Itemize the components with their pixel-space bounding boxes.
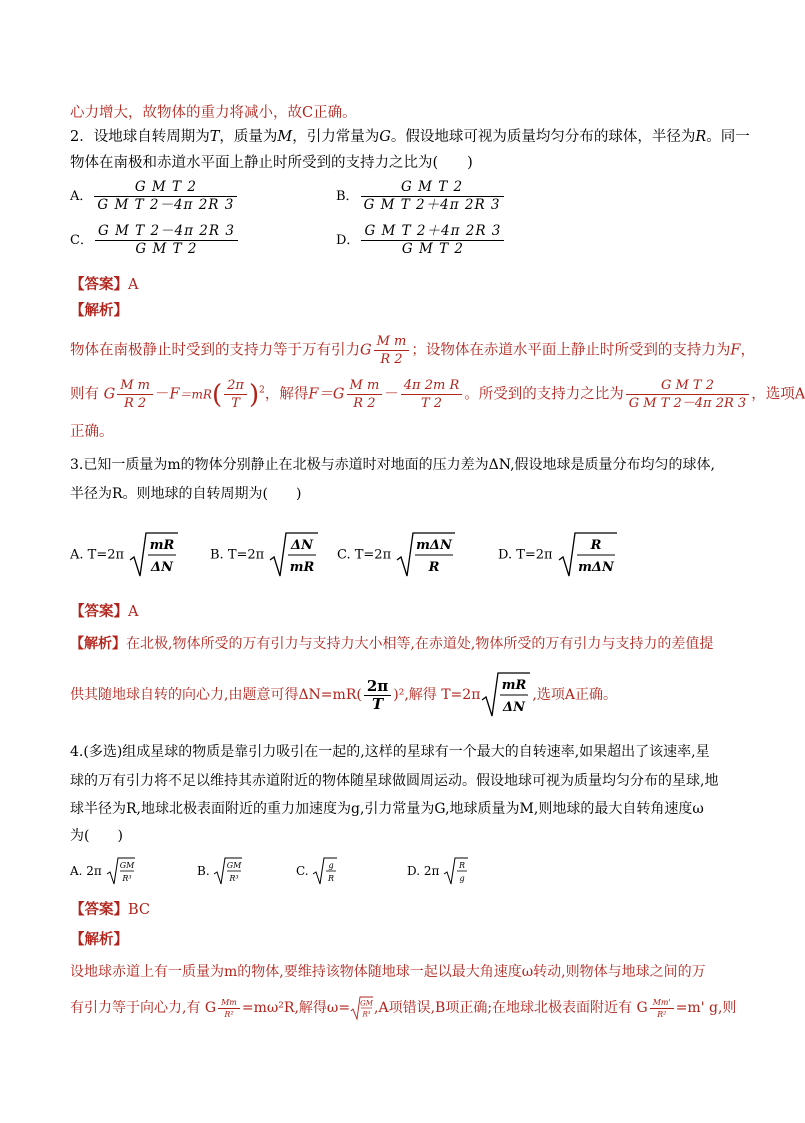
q4-stem-line-3: 球半径为R,地球北极表面附近的重力加速度为g,引力常量为G,地球质量为M,则地球的最大自转角速度ω [70,801,704,817]
q2-var-M: M [277,129,293,145]
option-label: A. T=2π [70,547,125,563]
analysis-text: 则有 [70,386,99,403]
fraction-numerator: GM [360,999,373,1008]
option-fraction [361,180,504,213]
sqrt-radical-icon [128,530,180,580]
intro-line: 心力增大，故物体的重力将减小，故C正确。 [70,105,357,121]
var-G: G [360,342,372,359]
answer-tag: 【答案】 [70,603,128,620]
q2-analysis-tag [70,301,128,321]
q2-stem-text: 。同一 [706,129,750,145]
q4-answer-line [70,900,150,920]
q2-analysis-line-2 [70,378,805,411]
q3-option-a [70,530,180,580]
option-label: C. [296,864,309,878]
fraction-denominator: R 2 [117,394,153,411]
option-label: A． [70,189,93,204]
fraction-numerator: R [459,861,466,870]
fraction-numerator: Mm [221,997,237,1007]
option-label: C. T=2π [337,547,392,563]
analysis-text: ，选项A [751,386,805,403]
fraction-denominator: R [328,874,335,883]
right-paren: ) [248,379,260,410]
analysis-tag: 【解析】 [70,302,128,319]
option-label: B. [197,864,210,878]
q4-option-b [197,856,243,886]
fraction-denominator: T [364,695,391,712]
q4-stem-line-1: 4.(多选)组成星球的物质是靠引力吸引在一起的,这样的星球有一个最大的自转速率,如果超出了该速率,星 [70,744,710,760]
fraction-numerator: mR [502,678,527,693]
fraction-numerator: Mm' [652,997,671,1007]
analysis-text: ，解得 [264,386,309,403]
fraction-2pi-T [224,378,247,411]
fraction-Mm-R2 [374,334,410,367]
q2-stem-text: ，质量为 [219,129,278,145]
fraction-2pi-T [364,676,391,713]
sqrt-radical-icon [106,856,136,886]
var-G: G [332,386,345,403]
q4-analysis-tag [70,930,128,950]
q2-option-b [336,180,506,213]
sqrt-radical-icon [395,530,457,580]
fraction-numerator: 2π [227,378,244,393]
q2-option-d [336,224,506,257]
fraction-numerator: GM [227,861,242,870]
analysis-text: ,选项A正确。 [532,687,617,703]
q4-option-c [296,856,338,886]
fraction-denominator: R 2 [347,394,383,411]
equation-text: F＝ [308,386,333,403]
fraction-Mm-prime-R2 [650,998,674,1019]
superscript: 2 [259,385,265,396]
analysis-text: )²,解得 T=2π [393,687,481,703]
q4-option-d [407,856,469,886]
answer-value: A [128,277,139,293]
fraction-numerator: G M T 2 [134,179,197,195]
fraction-Mm-R2 [218,998,240,1019]
fraction-numerator: M m [349,378,380,393]
fraction-numerator: G M T 2 [660,378,714,393]
sqrt-radical-icon [312,856,338,886]
fraction-denominator: T 2 [401,394,462,411]
sqrt-radical-icon [268,530,320,580]
var-F: F [169,386,180,403]
q2-var-T: T [209,129,220,145]
fraction-denominator: G M T 2＋4π 2R 3 [361,196,504,213]
q2-stem-text: 。假设地球可视为质量均匀分布的球体，半径为 [390,129,696,145]
q2-option-c [70,224,240,257]
fraction-denominator: mΔN [577,560,614,575]
fraction-denominator: T [224,394,247,411]
fraction-denominator: R² [218,1008,240,1019]
sqrt-radical-icon [480,670,532,720]
fraction-denominator: ΔN [503,700,526,715]
option-fraction [361,224,504,257]
fraction-denominator: R³ [362,1010,371,1019]
answer-value: BC [128,902,151,918]
q2-var-R: R [695,129,707,145]
operator: － [154,386,170,403]
q3-stem-line-2: 半径为R。则地球的自转周期为( ) [70,486,302,502]
option-label: B． [336,189,359,204]
option-label: D． [336,233,360,248]
q4-analysis-line-1: 设地球赤道上有一质量为m的物体,要维持该物体随地球一起以最大角速度ω转动,则物体与地球之间的万 [70,964,706,980]
q3-analysis-line-1 [70,634,713,654]
answer-tag: 【答案】 [70,276,128,293]
fraction-numerator: ΔN [291,538,314,553]
sqrt-radical-icon [350,995,374,1021]
fraction-denominator: ΔN [151,560,174,575]
q2-stem-line-1 [70,127,750,147]
fraction-numerator: mR [149,538,175,553]
fraction-numerator: G M T 2 [401,179,464,195]
analysis-text: ；设物体在赤道水平面上静止时所受到的支持力为 [411,342,731,359]
fraction-numerator: mΔN [416,538,453,553]
fraction-denominator: R² [650,1008,674,1019]
var-G: G [103,386,116,403]
fraction-numerator: M m [120,378,150,393]
q2-analysis-line-1 [70,334,755,367]
option-label: D. 2π [407,864,440,878]
analysis-text: =m' g,则 [675,1000,737,1016]
q2-stem-text: ，引力常量为 [292,129,380,145]
fraction-numerator: G M T 2－4π 2R 3 [97,223,235,239]
q3-option-c [337,530,457,580]
fraction-numerator: GM [119,861,134,870]
fraction-denominator: G M T 2 [361,240,504,257]
analysis-tag: 【解析】 [70,931,128,948]
equation-text: ＝mR [179,387,212,402]
fraction-ratio [626,378,749,411]
fraction-4pi2mR-T2 [401,378,462,411]
analysis-text: 供其随地球自转的向心力,由题意可得ΔN=mR( [70,687,362,703]
analysis-text: =mω²R,解得ω= [241,1000,351,1016]
fraction-denominator: R [428,560,440,575]
fraction-numerator: R [590,538,602,553]
answer-value: A [128,604,139,620]
fraction-numerator: G M T 2＋4π 2R 3 [364,223,502,239]
fraction-denominator: R³ [229,874,240,883]
left-paren: ( [211,379,223,410]
analysis-tag: 【解析】 [70,636,126,652]
analysis-text: 在北极,物体所受的万有引力与支持力大小相等,在赤道处,物体所受的万有引力与支持力的差值提 [126,636,714,652]
option-label: C． [70,233,93,248]
fraction-Mm-R2 [347,378,383,411]
fraction-denominator: G M T 2 [95,240,238,257]
q3-option-b [210,530,320,580]
q3-analysis-line-2 [70,670,617,720]
q4-analysis-line-2 [70,995,736,1021]
sqrt-radical-icon [557,530,619,580]
operator: － [384,386,399,403]
q4-option-a [70,856,136,886]
q3-answer-line [70,602,138,622]
q2-var-G: G [379,129,391,145]
option-label: B. T=2π [210,547,265,563]
option-label: A. 2π [70,864,102,878]
fraction-numerator: 2π [366,676,389,695]
analysis-text: 物体在南极静止时受到的支持力等于万有引力 [70,342,360,359]
q4-stem-line-2: 球的万有引力将不足以维持其赤道附近的物体随星球做圆周运动。假设地球可视为质量均匀分布的星球,地 [70,773,719,789]
sqrt-radical-icon [213,856,243,886]
option-fraction [94,180,237,213]
var-F: F [730,342,741,359]
q2-stem-line-2: 物体在南极和赤道水平面上静止时所受到的支持力之比为( ) [70,155,473,171]
analysis-text: 有引力等于向心力,有 G [70,1000,217,1016]
fraction-denominator: R 2 [374,350,410,367]
fraction-Mm-R2 [117,378,153,411]
fraction-numerator: M m [376,334,407,349]
q2-analysis-line-3: 正确。 [70,424,114,440]
analysis-text: ， [740,342,755,359]
fraction-denominator: mR [290,560,315,575]
fraction-denominator: g [459,874,465,883]
q3-stem-line-1: 3.已知一质量为m的物体分别静止在北极与赤道时对地面的压力差为ΔN,假设地球是质量分布均匀的球体, [70,457,715,473]
answer-tag: 【答案】 [70,901,128,918]
sqrt-radical-icon [443,856,469,886]
option-fraction [95,224,238,257]
fraction-denominator: G M T 2－4π 2R 3 [94,196,237,213]
analysis-text: 。所受到的支持力之比为 [464,386,624,403]
fraction-denominator: G M T 2－4π 2R 3 [626,394,749,411]
q3-option-d [498,530,619,580]
q2-answer-line [70,275,138,295]
q4-stem-line-4: 为( ) [70,828,123,844]
fraction-denominator: R³ [122,874,132,883]
analysis-text: ,A项错误,B项正确;在地球北极表面附近有 G [374,1000,648,1016]
fraction-numerator: 4π 2m R [403,378,460,393]
fraction-numerator: g [328,861,334,870]
q2-stem-text: 2．设地球自转周期为 [70,129,210,145]
q2-option-a [70,180,239,213]
option-label: D. T=2π [498,547,553,563]
